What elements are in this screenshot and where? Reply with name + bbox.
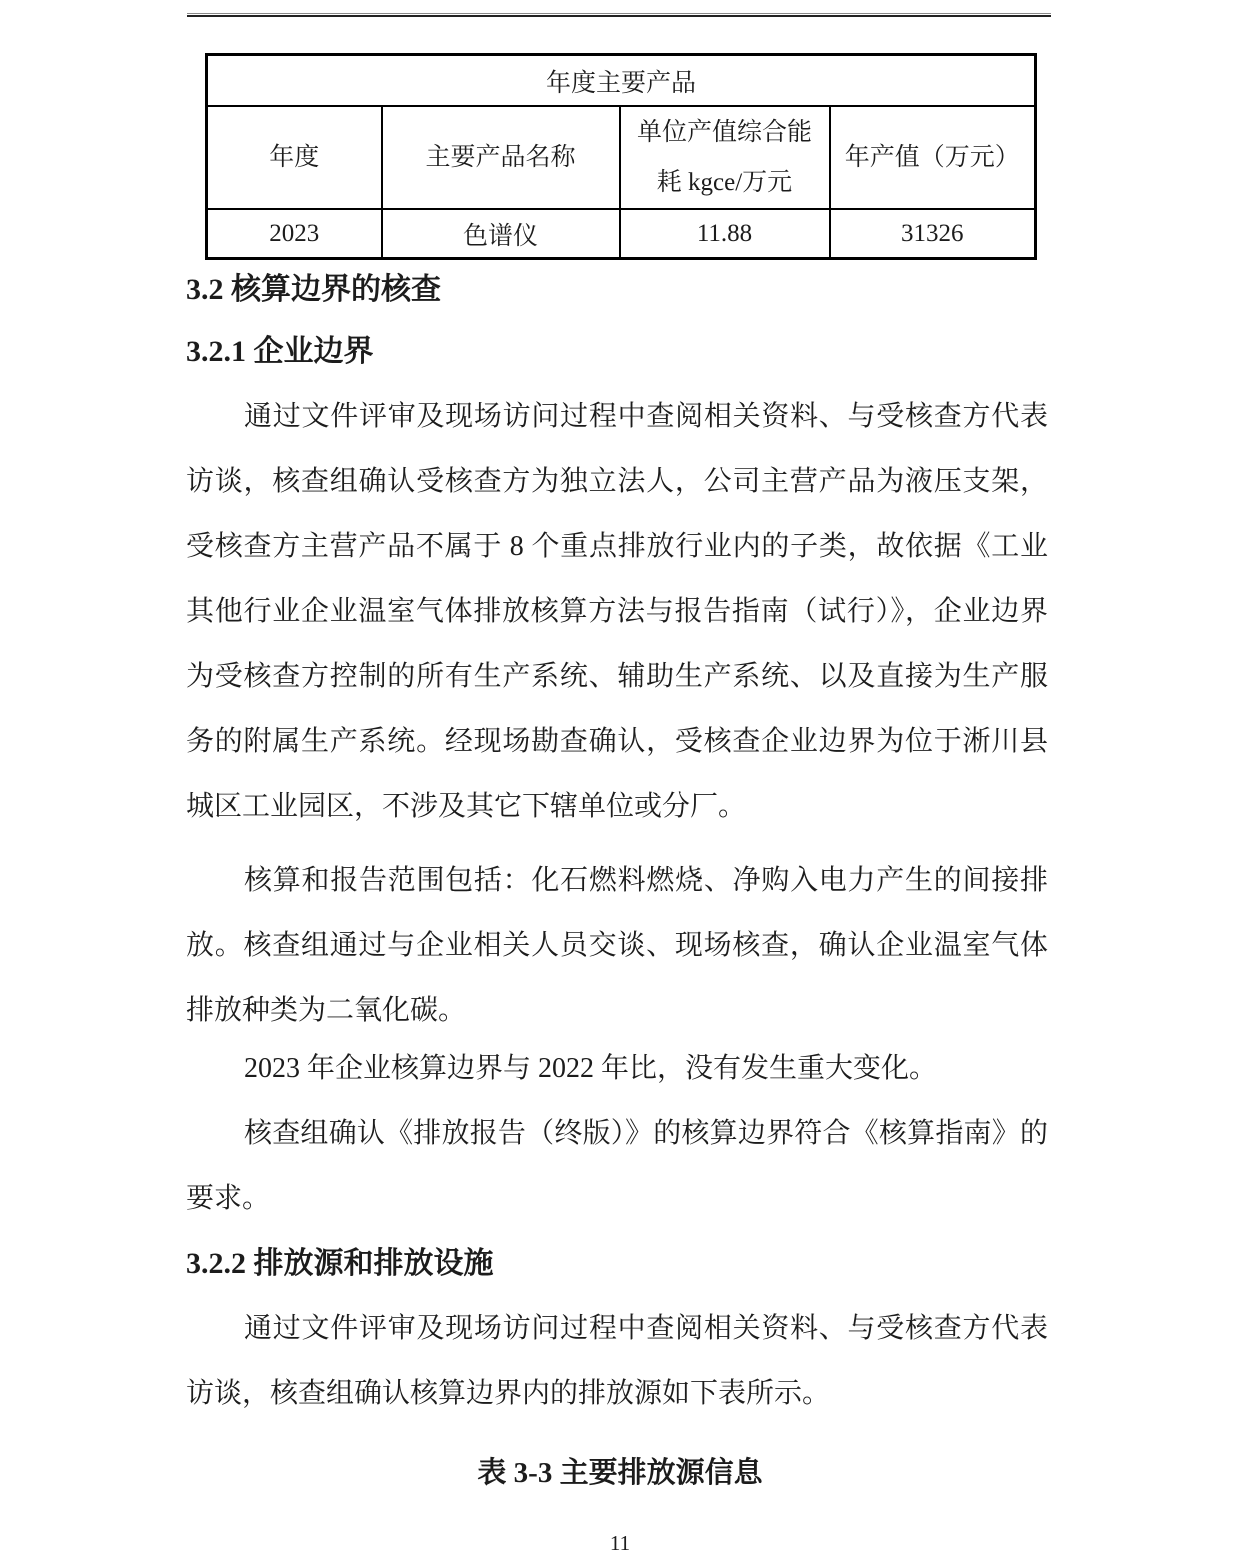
page-number: 11 [609,1531,631,1555]
col-header-year: 年度 [207,106,382,209]
table-title-row [207,55,1036,107]
heading-3-2-1: 3.2.1 企业边界 [186,335,374,368]
cell-product-name: 色谱仪 [382,209,620,259]
paragraph-emission-sources: 通过文件评审及现场访问过程中查阅相关资料、与受核查方代表访谈，核查组确认核算边界内的排放源如下表所示。 [186,1313,1048,1409]
col-header-energy-per-output: 单位产值综合能耗 kgce/万元 [620,106,830,209]
table-3-3-caption: 表 3-3 主要排放源信息 [477,1457,763,1489]
cell-annual-output-value: 31326 [830,209,1036,259]
table-data-row [207,209,1036,259]
paragraph-reporting-scope: 核算和报告范围包括：化石燃料燃烧、净购入电力产生的间接排放。核查组通过与企业相关人员交谈、现场核查，确认企业温室气体排放种类为二氧化碳。 [186,865,1048,1026]
cell-energy-per-output: 11.88 [620,209,830,259]
paragraph-enterprise-boundary: 通过文件评审及现场访问过程中查阅相关资料、与受核查方代表访谈，核查组确认受核查方为独立法人，公司主营产品为液压支架，受核查方主营产品不属于 8 个重点排放行业内的子类，故依据《工业其他行业企业温室气体排放核算方法与报告指南（试行）》，企业边界为受核查方控制的所有生产系统、辅助生产系统、以及直接为生产服务的附属生产系统。经现场勘查确认，受核查企业边界为位于淅川县城区工业园区，不涉及其它下辖单位或分厂。 [186,401,1048,822]
paragraph-boundary-change: 2023 年企业核算边界与 2022 年比，没有发生重大变化。 [244,1053,938,1084]
col-header-product-name: 主要产品名称 [382,106,620,209]
table-title: 年度主要产品 [207,55,1036,107]
cell-year: 2023 [207,209,382,259]
table-header-row [207,106,1036,209]
header-divider-rule [187,13,1051,17]
heading-3-2-2: 3.2.2 排放源和排放设施 [186,1247,494,1280]
paragraph-boundary-conformance: 核查组确认《排放报告（终版）》的核算边界符合《核算指南》的要求。 [186,1118,1048,1214]
col-header-annual-output-value: 年产值（万元） [830,106,1036,209]
heading-3-2: 3.2 核算边界的核查 [186,273,441,306]
annual-products-table [205,53,1037,260]
